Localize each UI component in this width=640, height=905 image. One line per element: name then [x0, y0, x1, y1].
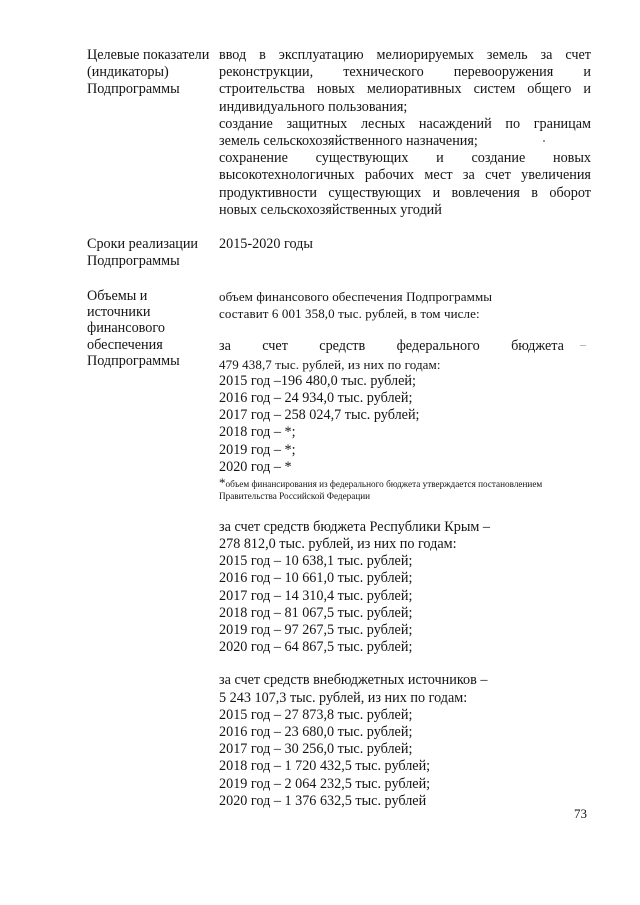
extrabudgetary-header: за счет средств внебюджетных источников – — [219, 672, 488, 689]
federal-year-row: 2016 год – 24 934,0 тыс. рублей; — [219, 389, 413, 406]
targets-word: технического — [343, 64, 424, 81]
crimea-year-row: 2017 год – 14 310,4 тыс. рублей; — [219, 587, 413, 604]
targets-line — [219, 47, 591, 64]
label-line: Подпрограммы — [87, 81, 180, 98]
crimea-year-row: 2015 год – 10 638,1 тыс. рублей; — [219, 553, 413, 570]
targets-word: мелиорируемых — [376, 47, 474, 63]
federal-year-row: 2015 год –196 480,0 тыс. рублей; — [219, 372, 416, 389]
crimea-year-row: 2019 год – 97 267,5 тыс. рублей; — [219, 622, 413, 638]
federal-footnote — [219, 474, 591, 503]
crimea-total: 278 812,0 тыс. рублей, из них по годам: — [219, 536, 457, 553]
terms-label — [87, 236, 212, 270]
federal-header-word: бюджета — [511, 338, 564, 355]
targets-word: новых — [316, 81, 355, 98]
targets-word: эксплуатацию — [278, 47, 364, 63]
intro-line: объем финансового обеспечения Подпрограммы — [219, 289, 493, 304]
targets-line — [219, 64, 591, 81]
terms-content — [219, 236, 591, 253]
targets-line — [219, 150, 591, 167]
targets-line: земель сельскохозяйственного назначения; — [219, 132, 478, 149]
terms-value: 2015-2020 годы — [219, 236, 313, 252]
extrabudgetary-year-row: 2017 год – 30 256,0 тыс. рублей; — [219, 741, 413, 758]
label-line: Подпрограммы — [87, 352, 180, 369]
crimea-year-row: 2018 год – 81 067,5 тыс. рублей; — [219, 604, 413, 621]
label-line: Подпрограммы — [87, 253, 180, 270]
targets-content — [219, 47, 591, 219]
federal-year-row: 2019 год – *; — [219, 441, 296, 458]
crimea-year-row: 2020 год – 64 867,5 тыс. рублей; — [219, 639, 413, 656]
targets-word: лесных — [360, 115, 406, 132]
targets-word: по — [505, 115, 521, 132]
targets-word: и — [436, 150, 444, 167]
targets-word: систем — [473, 81, 516, 98]
intro-line: составит 6 001 358,0 тыс. рублей, в том числе: — [219, 306, 480, 322]
targets-line: новых сельскохозяйственных угодий — [219, 201, 442, 218]
funding-intro — [219, 288, 591, 322]
targets-word: границам — [533, 115, 591, 132]
targets-word: перевооружения — [453, 64, 554, 81]
label-line: источники — [87, 304, 151, 321]
targets-line — [219, 185, 591, 202]
targets-word: увеличения — [521, 167, 591, 184]
targets-word: счет — [565, 47, 591, 63]
footnote-line: объем финансирования из федерального бюджета утверждается постановлением — [225, 478, 543, 489]
federal-header-word: за — [219, 338, 231, 355]
targets-word: за — [540, 47, 553, 63]
scan-speck — [543, 140, 545, 142]
targets-word: счет — [485, 167, 511, 184]
targets-word: вовлечения — [451, 184, 520, 201]
federal-year-row: 2018 год – *; — [219, 424, 296, 441]
federal-block — [219, 338, 591, 503]
federal-header — [219, 338, 564, 355]
crimea-block — [219, 519, 591, 657]
targets-line — [219, 81, 591, 98]
federal-year-row: 2020 год – * — [219, 458, 292, 475]
label-line: финансового — [87, 320, 165, 337]
targets-word: реконструкции, — [219, 64, 314, 81]
targets-word: и — [583, 81, 591, 98]
targets-word: общего — [527, 81, 572, 98]
extrabudgetary-year-row: 2020 год – 1 376 632,5 тыс. рублей — [219, 792, 427, 809]
targets-word: рабочих — [364, 167, 415, 184]
extrabudgetary-year-row: 2018 год – 1 720 432,5 тыс. рублей; — [219, 758, 431, 775]
label-line: Объемы и — [87, 288, 148, 304]
label-line: Сроки реализации — [87, 236, 199, 252]
targets-word: создание — [219, 115, 273, 132]
targets-word: за — [462, 167, 475, 184]
footnote-star: * — [219, 474, 226, 490]
targets-word: существующих — [315, 150, 409, 167]
extrabudgetary-year-row: 2016 год – 23 680,0 тыс. рублей; — [219, 723, 413, 740]
targets-word: мелиоративных — [366, 81, 462, 98]
targets-word: земель — [486, 47, 528, 63]
targets-word: сохранение — [219, 150, 288, 167]
label-line: (индикаторы) — [87, 64, 169, 81]
federal-header-word: счет — [262, 338, 288, 355]
extrabudgetary-total: 5 243 107,3 тыс. рублей, из них по годам: — [219, 689, 468, 706]
targets-word: в — [259, 47, 266, 63]
targets-word: высокотехнологичных — [219, 167, 355, 184]
targets-word: насаждений — [418, 115, 492, 132]
margin-dash-mark: – — [580, 337, 586, 351]
extrabudgetary-year-row: 2019 год – 2 064 232,5 тыс. рублей; — [219, 775, 431, 792]
crimea-year-row: 2016 год – 10 661,0 тыс. рублей; — [219, 570, 413, 587]
targets-word: строительства — [219, 81, 305, 98]
targets-label — [87, 47, 212, 99]
targets-word: и — [583, 64, 591, 81]
targets-word: защитных — [286, 115, 348, 132]
federal-year-row: 2017 год – 258 024,7 тыс. рублей; — [219, 407, 420, 424]
label-line: обеспечения — [87, 336, 163, 353]
targets-word: и — [432, 184, 441, 201]
targets-word: создание — [471, 150, 526, 167]
page-number: 73 — [574, 806, 587, 821]
targets-word: продуктивности — [219, 184, 318, 201]
extrabudgetary-block — [219, 672, 591, 810]
extrabudgetary-year-row: 2015 год – 27 873,8 тыс. рублей; — [219, 706, 413, 723]
targets-word: в — [531, 184, 538, 201]
targets-word: мест — [424, 167, 453, 184]
federal-total: 479 438,7 тыс. рублей, из них по годам: — [219, 356, 441, 372]
targets-word: новых — [552, 150, 591, 167]
funding-content — [219, 288, 591, 810]
funding-label — [87, 288, 212, 369]
targets-word: ввод — [219, 47, 247, 63]
label-line: Целевые показатели — [87, 47, 210, 63]
federal-header-word: средств — [319, 338, 366, 355]
targets-line — [219, 116, 591, 133]
targets-word: существующих — [328, 184, 422, 201]
targets-word: оборот — [549, 184, 591, 201]
targets-line — [219, 167, 591, 184]
crimea-header: за счет средств бюджета Республики Крым – — [219, 518, 490, 535]
federal-header-word: федерального — [396, 338, 480, 355]
footnote-line: Правительства Российской Федерации — [219, 491, 371, 502]
targets-line: индивидуального пользования; — [219, 98, 408, 115]
